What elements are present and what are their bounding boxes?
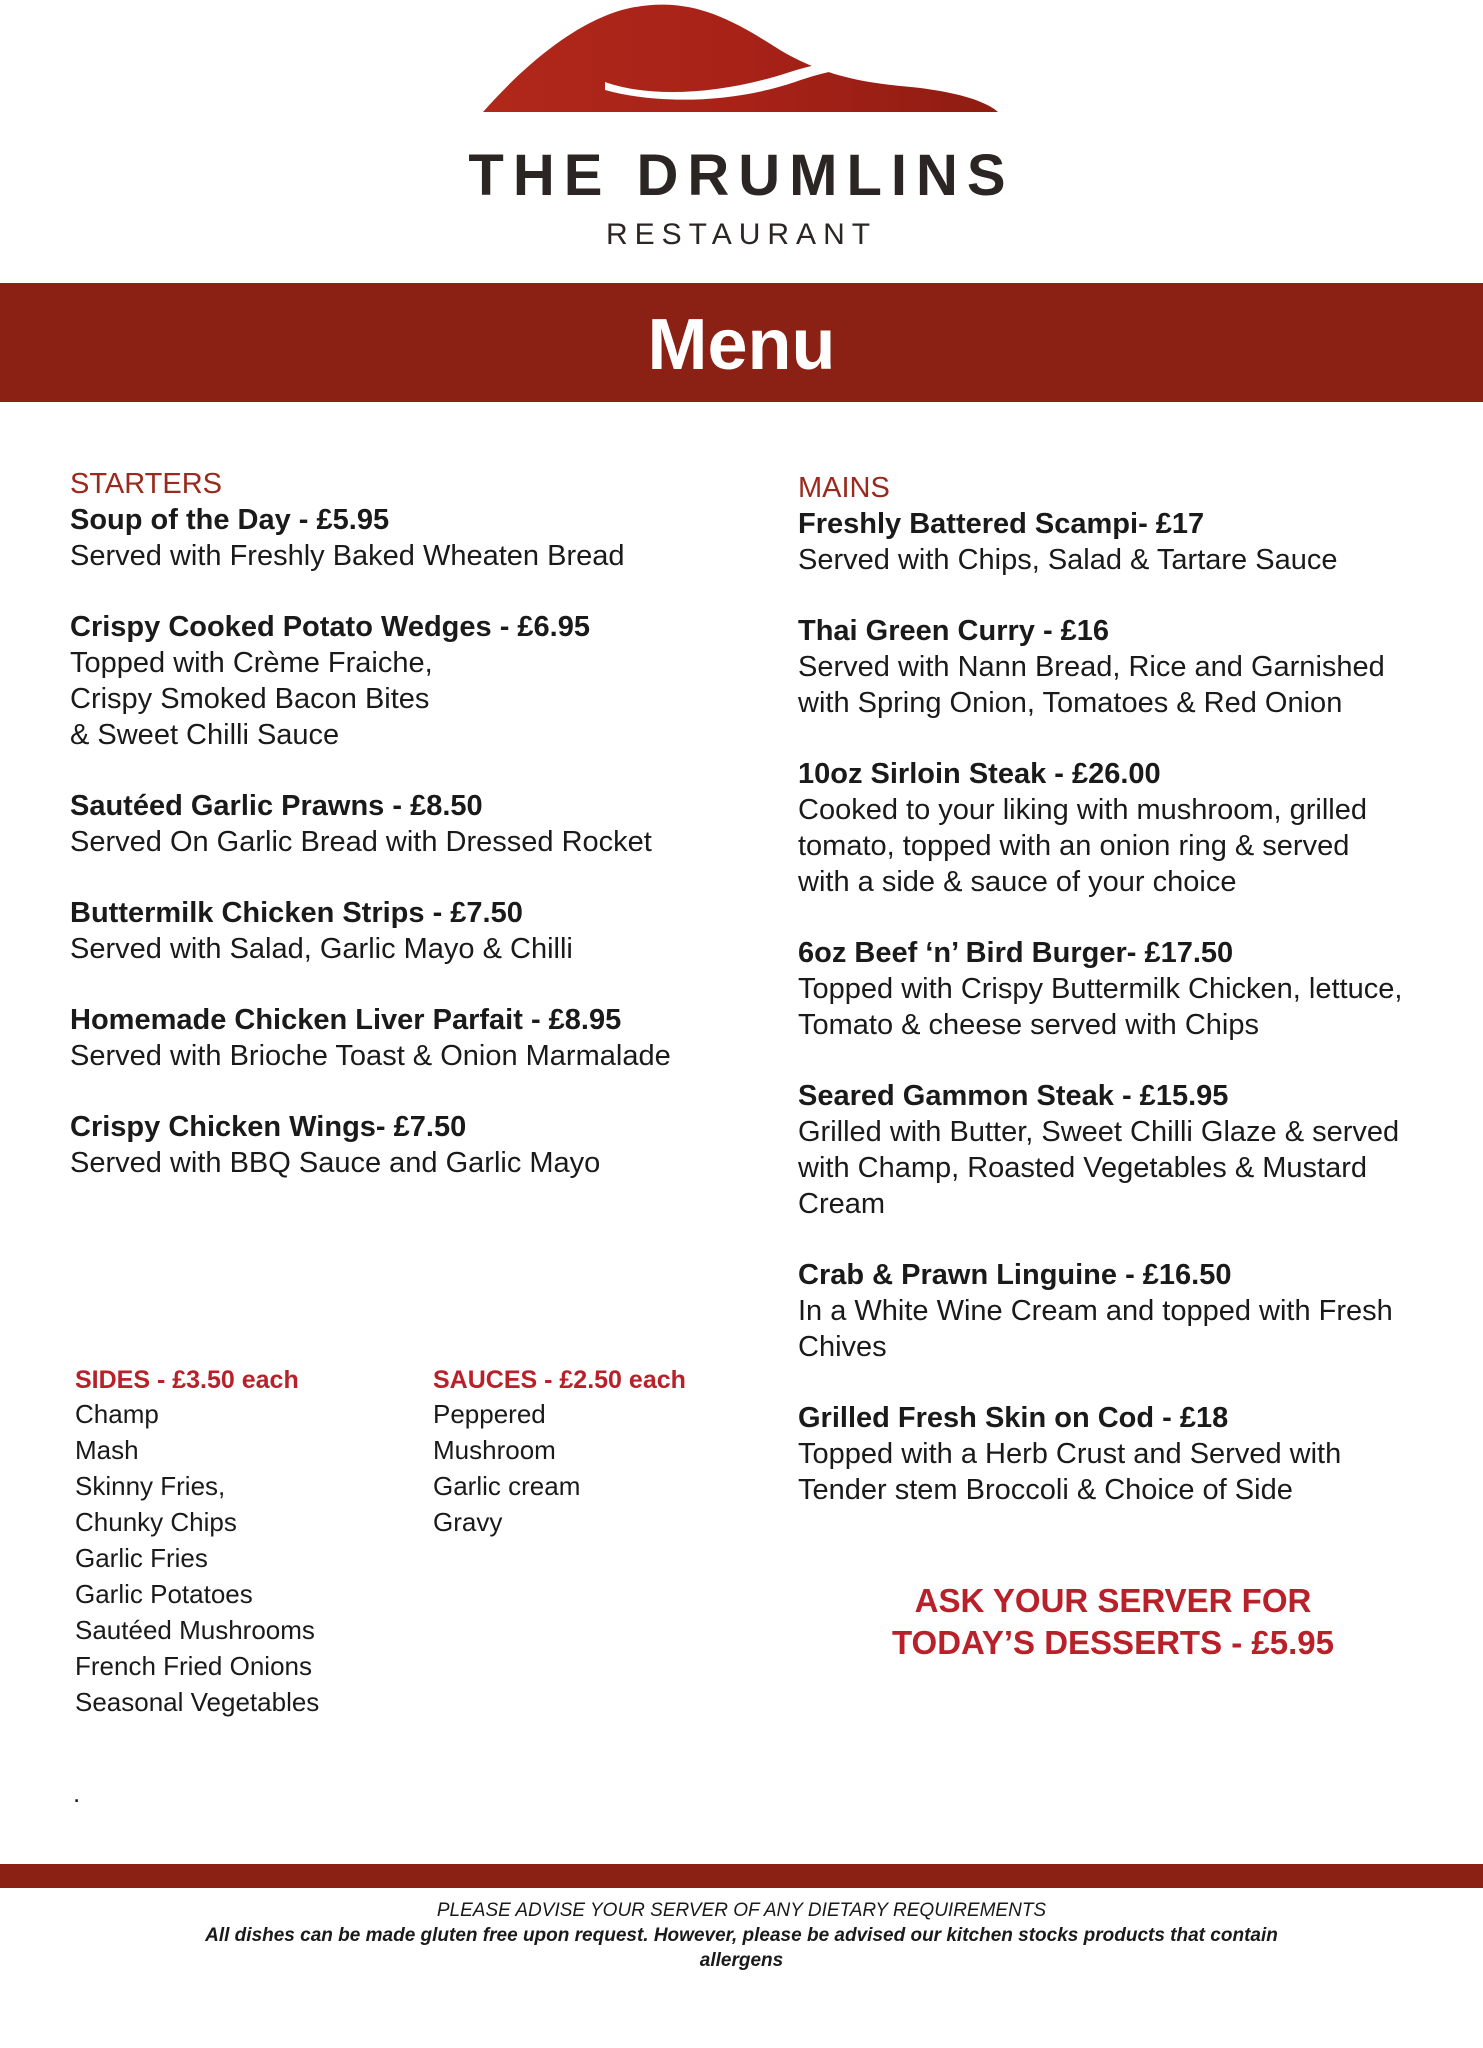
dish-description: Topped with Crème Fraiche, Crispy Smoked Bacon Bites & Sweet Chilli Sauce [70, 647, 433, 751]
allergen-notice: All dishes can be made gluten free upon request. However, please be advised our kitchen stocks products that contain allergens [205, 1925, 1278, 1971]
dish-description: In a White Wine Cream and topped with Fresh Chives [798, 1295, 1393, 1363]
starter-item [70, 1002, 750, 1074]
dish-description: Served with Brioche Toast & Onion Marmalade [70, 1040, 671, 1072]
starter-item [70, 895, 750, 967]
list-item: Skinny Fries, [75, 1471, 226, 1501]
starters-heading: STARTERS [70, 468, 223, 500]
dish-description: Served On Garlic Bread with Dressed Rocket [70, 826, 652, 858]
dish-title: Crispy Cooked Potato Wedges - £6.95 [70, 611, 590, 643]
dish-title: Freshly Battered Scampi- £17 [798, 508, 1205, 540]
dish-description: Topped with a Herb Crust and Served with Tender stem Broccoli & Choice of Side [798, 1438, 1342, 1506]
sauces-list [433, 1396, 753, 1540]
sides-heading: SIDES - £3.50 each [75, 1366, 299, 1394]
list-item: Gravy [433, 1507, 503, 1537]
list-item: Chunky Chips [75, 1507, 237, 1537]
dish-title: Buttermilk Chicken Strips - £7.50 [70, 897, 523, 929]
dish-title: Soup of the Day - £5.95 [70, 504, 390, 536]
list-item: Garlic Fries [75, 1543, 208, 1573]
starter-item [70, 788, 750, 860]
list-item: Peppered [433, 1399, 546, 1429]
dish-title: 10oz Sirloin Steak - £26.00 [798, 758, 1161, 790]
main-item [798, 506, 1478, 578]
brand-subtitle: RESTAURANT [605, 218, 878, 251]
dish-title: Seared Gammon Steak - £15.95 [798, 1080, 1229, 1112]
sauces-heading: SAUCES - £2.50 each [433, 1366, 686, 1394]
dish-description: Served with Chips, Salad & Tartare Sauce [798, 544, 1338, 576]
dish-description: Served with BBQ Sauce and Garlic Mayo [70, 1147, 601, 1179]
starter-item [70, 1109, 750, 1181]
list-item: Garlic cream [433, 1471, 581, 1501]
dish-title: Homemade Chicken Liver Parfait - £8.95 [70, 1004, 622, 1036]
dish-title: 6oz Beef ‘n’ Bird Burger- £17.50 [798, 937, 1234, 969]
dish-description: Grilled with Butter, Sweet Chilli Glaze & served with Champ, Roasted Vegetables & Mustard Cream [798, 1116, 1400, 1220]
dish-description: Served with Nann Bread, Rice and Garnished with Spring Onion, Tomatoes & Red Onion [798, 651, 1385, 719]
main-item [798, 935, 1478, 1043]
desserts-callout [798, 1580, 1428, 1664]
dietary-notice: PLEASE ADVISE YOUR SERVER OF ANY DIETARY REQUIREMENTS [436, 1900, 1047, 1921]
dish-title: Thai Green Curry - £16 [798, 615, 1110, 647]
page-title: Menu [647, 305, 836, 385]
list-item: Mushroom [433, 1435, 556, 1465]
list-item: Champ [75, 1399, 159, 1429]
desserts-line-1: ASK YOUR SERVER FOR [914, 1582, 1312, 1619]
main-item [798, 1078, 1478, 1222]
starters-section [70, 466, 750, 1216]
list-item: Seasonal Vegetables [75, 1687, 320, 1717]
list-item: Mash [75, 1435, 139, 1465]
list-item: Garlic Potatoes [75, 1579, 253, 1609]
footer-bar [0, 1864, 1483, 1888]
red-hill-logo-icon [480, 0, 1000, 125]
dish-title: Sautéed Garlic Prawns - £8.50 [70, 790, 483, 822]
dish-title: Crab & Prawn Linguine - £16.50 [798, 1259, 1232, 1291]
sides-section [75, 1364, 395, 1720]
list-item: Sautéed Mushrooms [75, 1615, 315, 1645]
sides-list [75, 1396, 395, 1720]
main-item [798, 1400, 1478, 1508]
dish-description: Topped with Crispy Buttermilk Chicken, lettuce, Tomato & cheese served with Chips [798, 973, 1403, 1041]
starter-item [70, 609, 750, 753]
dish-title: Crispy Chicken Wings- £7.50 [70, 1111, 467, 1143]
desserts-line-2: TODAY’S DESSERTS - £5.95 [891, 1624, 1334, 1661]
footer-notice [190, 1898, 1293, 1973]
list-item: French Fried Onions [75, 1651, 312, 1681]
stray-mark: . [73, 1778, 81, 1808]
dish-title: Grilled Fresh Skin on Cod - £18 [798, 1402, 1229, 1434]
dish-description: Served with Salad, Garlic Mayo & Chilli [70, 933, 573, 965]
dish-description: Served with Freshly Baked Wheaten Bread [70, 540, 625, 572]
dish-description: Cooked to your liking with mushroom, grilled tomato, topped with an onion ring & served with a side & sauce of your choice [798, 794, 1367, 898]
sauces-section [433, 1364, 753, 1540]
mains-heading: MAINS [798, 472, 890, 504]
main-item [798, 1257, 1478, 1365]
brand-name: THE DRUMLINS [468, 143, 1015, 208]
mains-section [798, 470, 1478, 1543]
main-item [798, 756, 1478, 900]
main-item [798, 613, 1478, 721]
starter-item [70, 502, 750, 574]
